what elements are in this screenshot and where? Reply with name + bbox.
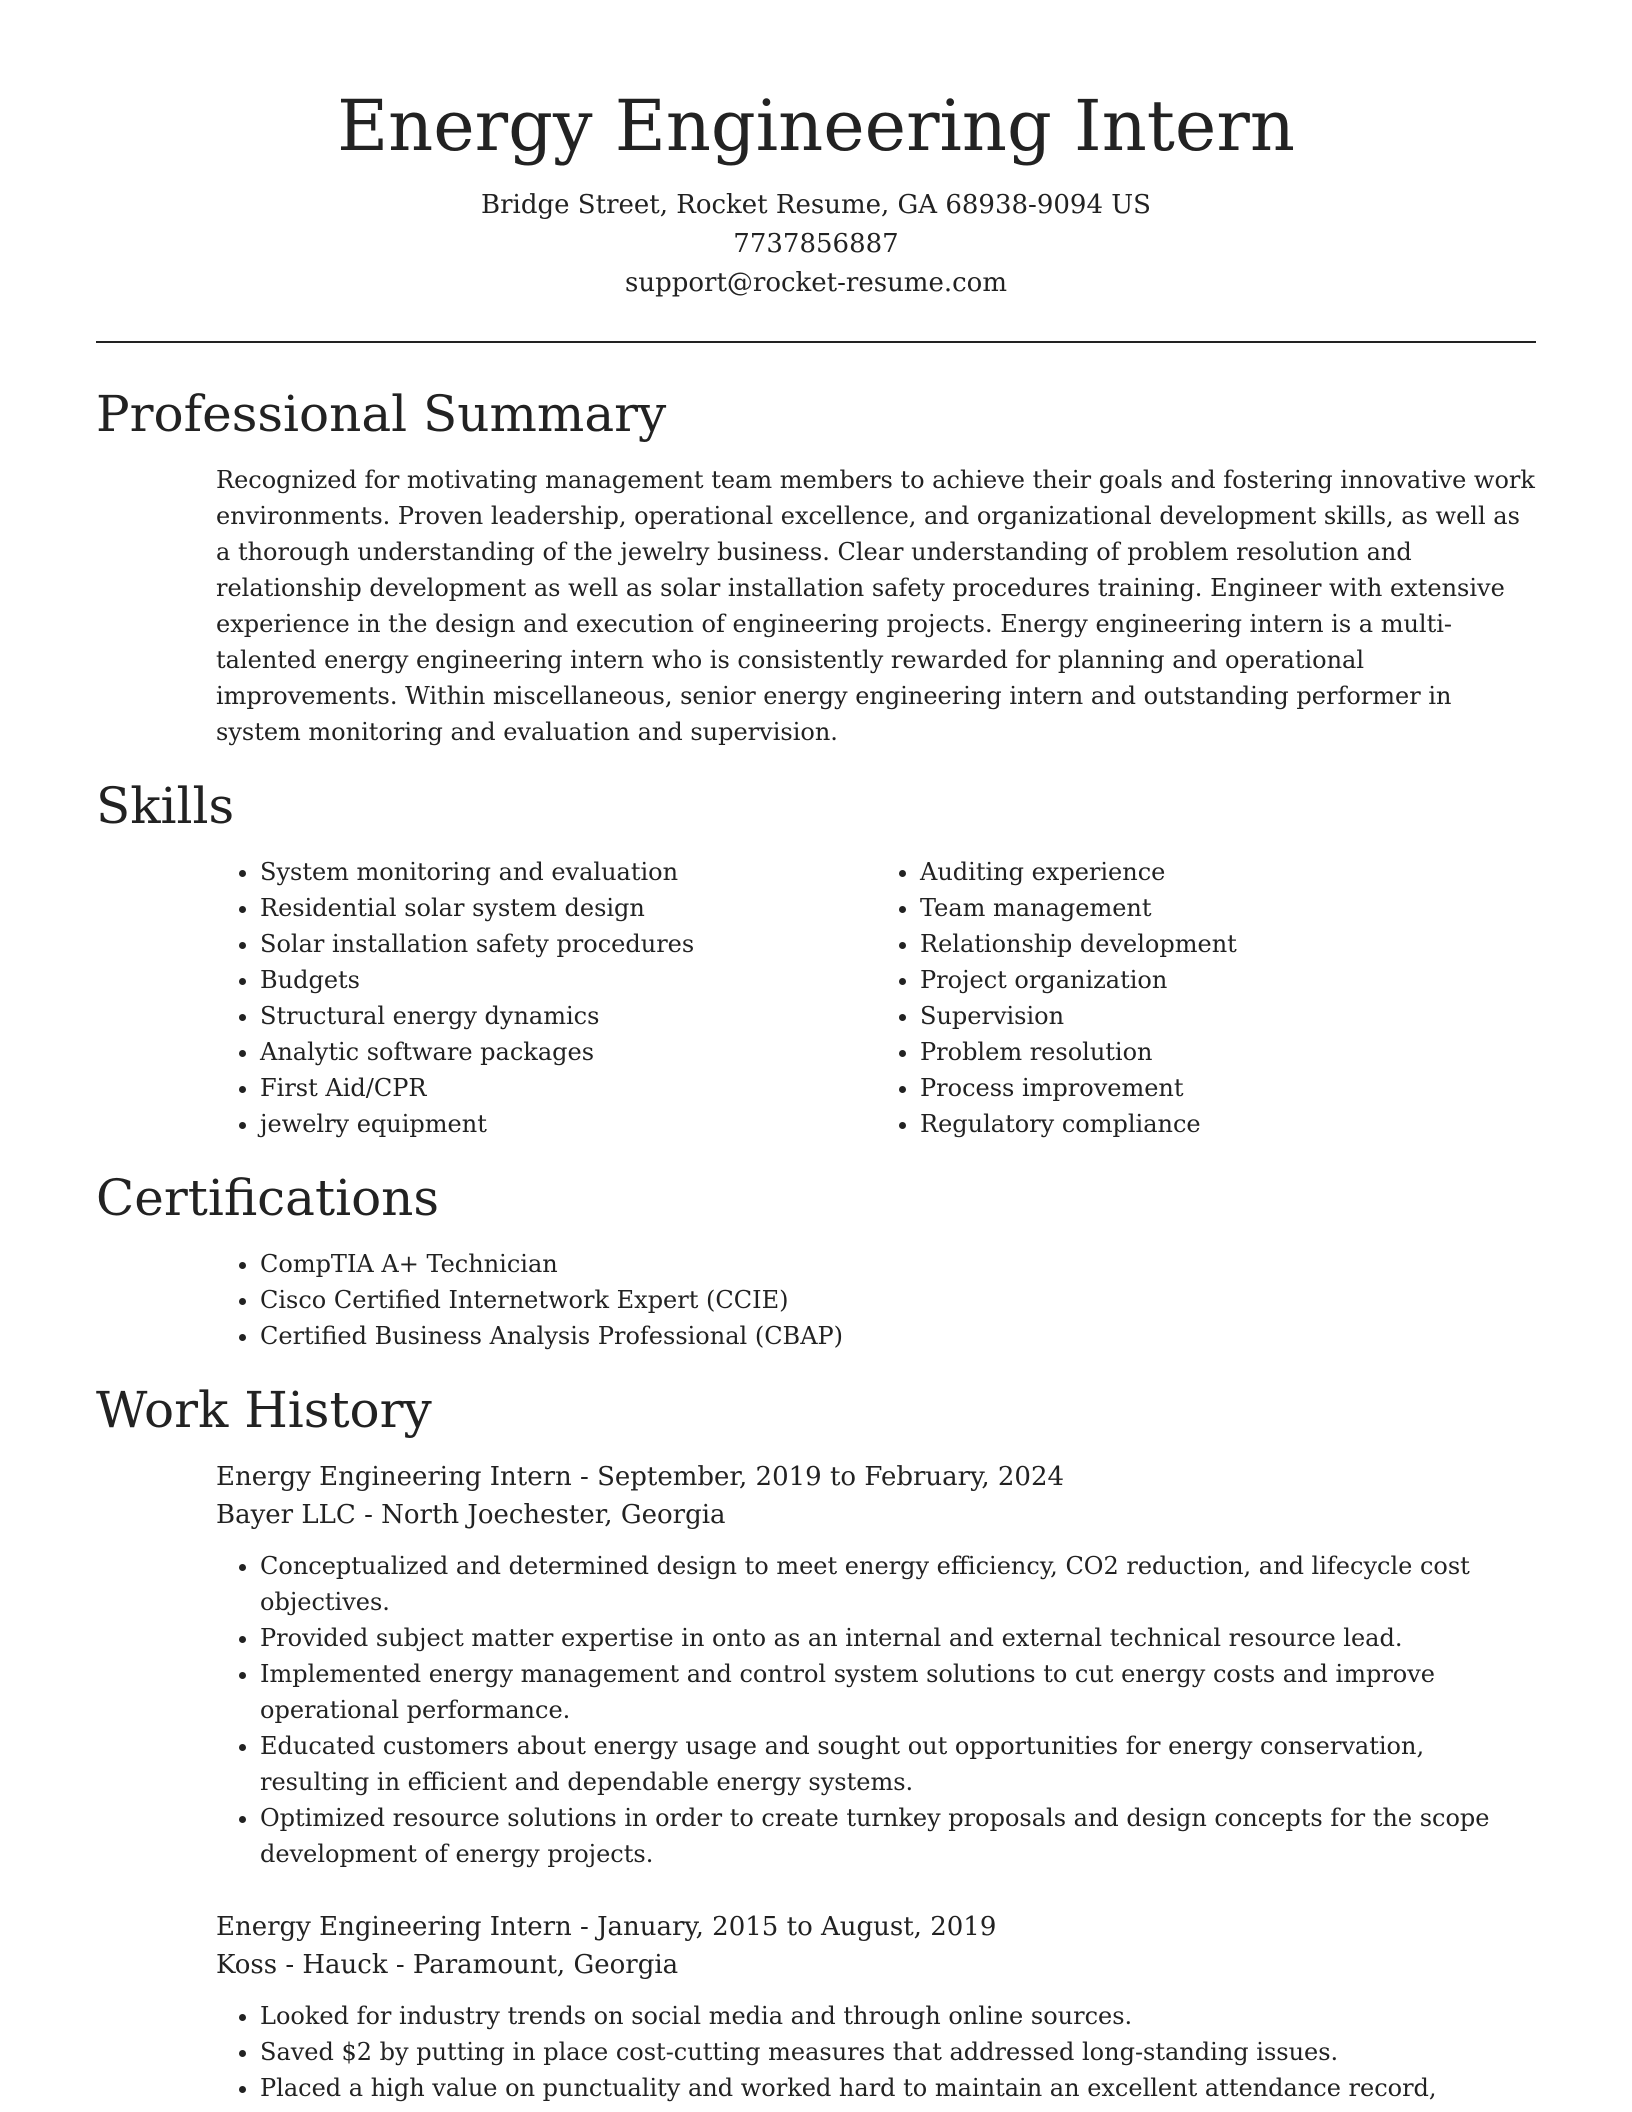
job-bullet: • Educated customers about energy usage and sought out opportunities for energy conservation, resulting in efficient and dependable energy systems. xyxy=(260,1728,1536,1800)
job-responsibilities xyxy=(216,1548,1536,1872)
job-bullet: • Provided subject matter expertise in onto as an internal and external technical resource lead. xyxy=(260,1620,1536,1656)
certifications-heading: Certifications xyxy=(96,1169,440,1227)
job-company-line: Koss - Hauck - Paramount, Georgia xyxy=(216,1950,679,1980)
job-title-line: Energy Engineering Intern - January, 2015 to August, 2019 xyxy=(216,1912,997,1942)
job-company-line: Bayer LLC - North Joechester, Georgia xyxy=(216,1500,726,1530)
certification-item: • Cisco Certified Internetwork Expert (CCIE) xyxy=(260,1282,1536,1318)
skill-item: • Project organization xyxy=(920,962,1536,998)
skill-item: • Team management xyxy=(920,890,1536,926)
skills-section xyxy=(96,772,1536,1142)
skill-item: • Residential solar system design xyxy=(260,890,876,926)
skills-list-right xyxy=(876,854,1536,1142)
job-bullet: • Optimized resource solutions in order to create turnkey proposals and design concepts for the scope development of energy projects. xyxy=(260,1800,1536,1872)
job-bullet: • Placed a high value on punctuality and worked hard to maintain an excellent attendance record, xyxy=(260,2070,1536,2106)
certification-item: • CompTIA A+ Technician xyxy=(260,1246,1536,1282)
certifications-list xyxy=(216,1246,1536,1354)
summary-section xyxy=(96,380,1536,750)
job-bullet: • Conceptualized and determined design to meet energy efficiency, CO2 reduction, and lifecycle cost objectives. xyxy=(260,1548,1536,1620)
skills-heading: Skills xyxy=(96,777,235,835)
skill-item: • jewelry equipment xyxy=(260,1106,876,1142)
certification-item: • Certified Business Analysis Professional (CBAP) xyxy=(260,1318,1536,1354)
skill-item: • Auditing experience xyxy=(920,854,1536,890)
job-bullet: • Saved $2 by putting in place cost-cutting measures that addressed long-standing issues. xyxy=(260,2034,1536,2070)
skill-item: • Analytic software packages xyxy=(260,1034,876,1070)
certifications-section xyxy=(96,1164,1536,1354)
candidate-name: Energy Engineering Intern xyxy=(337,85,1295,167)
work-history-heading: Work History xyxy=(96,1381,432,1439)
skills-list-left xyxy=(216,854,876,1142)
resume-body xyxy=(96,380,1536,2112)
summary-heading: Professional Summary xyxy=(96,385,667,443)
job-title-line: Energy Engineering Intern - September, 2019 to February, 2024 xyxy=(216,1462,1065,1492)
skill-item: • Problem resolution xyxy=(920,1034,1536,1070)
work-history-section xyxy=(96,1376,1536,2106)
job-responsibilities xyxy=(216,1998,1536,2106)
skill-item: • Relationship development xyxy=(920,926,1536,962)
contact-email: support@rocket-resume.com xyxy=(624,268,1007,298)
skill-item: • First Aid/CPR xyxy=(260,1070,876,1106)
skill-item: • Solar installation safety procedures xyxy=(260,926,876,962)
skill-item: • Supervision xyxy=(920,998,1536,1034)
skills-columns xyxy=(216,854,1536,1142)
contact-phone: 7737856887 xyxy=(733,229,899,259)
job-entry xyxy=(96,1458,1536,1872)
job-entry xyxy=(96,1908,1536,2106)
job-bullet: • Implemented energy management and control system solutions to cut energy costs and improve operational performance. xyxy=(260,1656,1536,1728)
skill-item: • Structural energy dynamics xyxy=(260,998,876,1034)
skill-item: • Regulatory compliance xyxy=(920,1106,1536,1142)
resume-header xyxy=(0,80,1632,303)
header-divider xyxy=(96,341,1536,343)
contact-address: Bridge Street, Rocket Resume, GA 68938-9094 US xyxy=(481,190,1151,220)
contact-info xyxy=(0,186,1632,303)
skill-item: • Process improvement xyxy=(920,1070,1536,1106)
summary-text: Recognized for motivating management team members to achieve their goals and fostering innovative work environments. Proven leadership, operational excellence, and organizational development skills, as well as a thorough understanding of the jewelry business. Clear understanding of problem resolution and relationship development as well as solar installation safety procedures training. Engineer with extensive experience in the design and execution of engineering projects. Energy engineering intern is a multi-talented energy engineering intern who is consistently rewarded for planning and operational improvements. Within miscellaneous, senior energy engineering intern and outstanding performer in system monitoring and evaluation and supervision. xyxy=(216,466,1535,746)
skill-item: • Budgets xyxy=(260,962,876,998)
job-bullet: • Looked for industry trends on social media and through online sources. xyxy=(260,1998,1536,2034)
skill-item: • System monitoring and evaluation xyxy=(260,854,876,890)
